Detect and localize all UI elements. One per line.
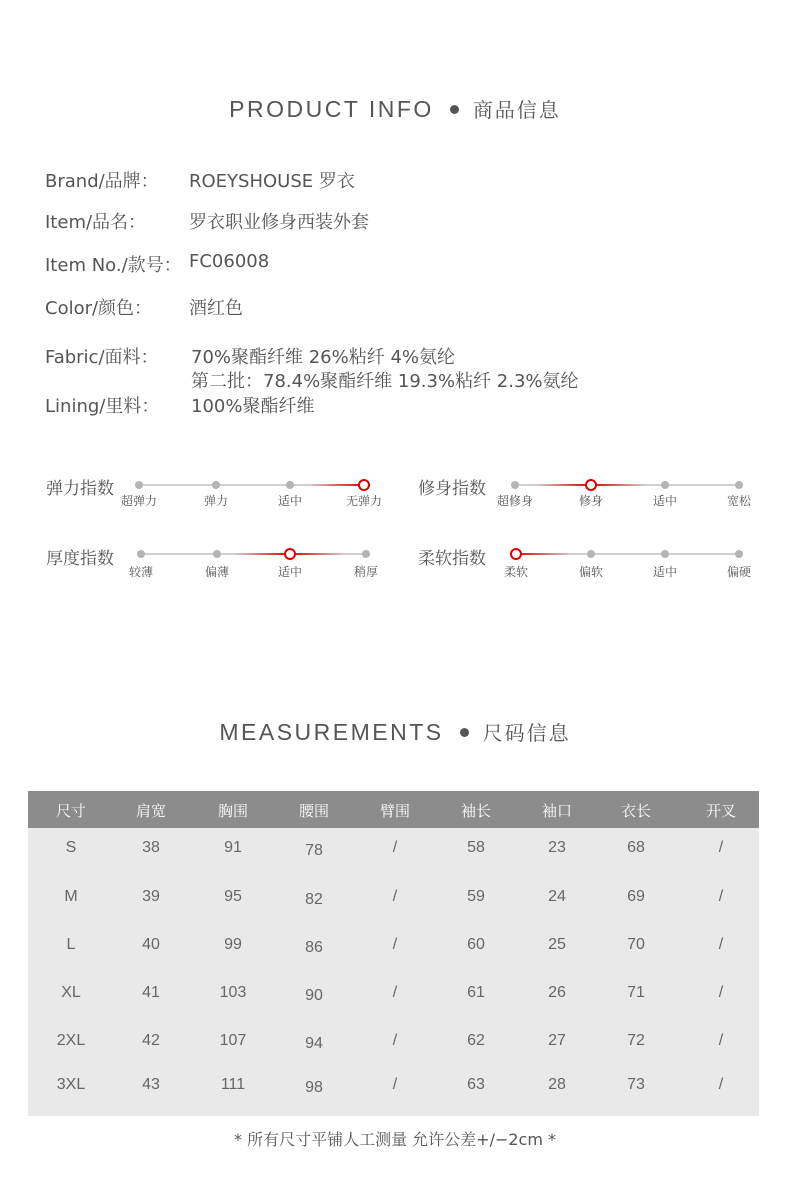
index-title: 厚度指数 [46, 549, 114, 569]
column-header: 臂围 [379, 802, 411, 820]
index-label: 偏薄 [204, 565, 230, 579]
index-label: 弹力 [203, 494, 229, 508]
table-cell: 73 [627, 1076, 645, 1093]
column-header: 开叉 [705, 802, 737, 820]
index-label: 偏硬 [726, 565, 752, 579]
table-cell: 59 [467, 888, 485, 905]
table-cell: 69 [627, 888, 645, 905]
index-label: 宽松 [726, 494, 752, 508]
brand-value: ROEYSHOUSE 罗衣 [189, 171, 355, 192]
table-cell: 111 [220, 1076, 246, 1093]
index-label: 适中 [277, 494, 303, 508]
column-header: 胸围 [217, 802, 249, 820]
table-cell: 98 [305, 1079, 323, 1096]
product-info-heading [0, 94, 790, 123]
color-value: 酒红色 [189, 298, 243, 319]
table-cell: 63 [467, 1076, 485, 1093]
index-label: 超弹力 [120, 494, 158, 508]
brand-label: Brand/品牌： [45, 171, 159, 192]
measurements-heading [0, 717, 790, 746]
table-cell: 43 [142, 1076, 160, 1093]
item-no-value: FC06008 [189, 251, 270, 272]
table-cell: 99 [224, 936, 242, 953]
index-dot [213, 550, 221, 558]
lining-value: 100%聚酯纤维 [191, 396, 315, 417]
heading-en: MEASUREMENTS [219, 719, 444, 745]
table-cell: 61 [467, 984, 485, 1001]
table-cell: 25 [548, 936, 566, 953]
index-label: 超修身 [496, 494, 534, 508]
size-table-header [28, 791, 759, 828]
color-label: Color/颜色： [45, 298, 153, 319]
table-cell: / [718, 984, 724, 1001]
heading-dot [460, 728, 469, 737]
table-cell: 90 [305, 987, 323, 1004]
index-label: 稍厚 [353, 565, 379, 579]
index-label: 偏软 [578, 565, 604, 579]
heading-en: PRODUCT INFO [229, 96, 434, 122]
table-cell: 27 [548, 1032, 566, 1049]
table-cell: 39 [142, 888, 160, 905]
index-dot [362, 550, 370, 558]
table-cell: 41 [142, 984, 160, 1001]
index-selected-dot [510, 548, 522, 560]
table-cell: / [392, 839, 398, 856]
table-cell: 3XL [56, 1076, 86, 1093]
column-header: 袖口 [541, 802, 573, 820]
column-header: 袖长 [460, 802, 492, 820]
table-cell: / [718, 888, 724, 905]
table-cell: 62 [467, 1032, 485, 1049]
index-selected-dot [284, 548, 296, 560]
index-highlight [309, 484, 364, 486]
index-selected-dot [358, 479, 370, 491]
table-cell: 82 [305, 891, 323, 908]
index-dot [135, 481, 143, 489]
index-title: 柔软指数 [418, 549, 486, 569]
table-cell: S [65, 839, 77, 856]
table-cell: / [392, 888, 398, 905]
index-dot [661, 481, 669, 489]
index-label: 较薄 [128, 565, 154, 579]
index-dot [735, 550, 743, 558]
table-cell: M [64, 888, 78, 905]
fabric-value: 70%聚酯纤维 26%粘纤 4%氨纶 [191, 347, 456, 368]
index-label: 适中 [652, 494, 678, 508]
column-header: 尺寸 [55, 802, 87, 820]
measurement-footnote: * 所有尺寸平铺人工测量 允许公差+/−2cm * [233, 1130, 557, 1149]
table-cell: 70 [627, 936, 645, 953]
index-label: 修身 [578, 494, 604, 508]
table-cell: / [392, 1032, 398, 1049]
index-dot [212, 481, 220, 489]
fabric-value-second-batch: 第二批：78.4%聚酯纤维 19.3%粘纤 2.3%氨纶 [191, 371, 579, 392]
table-cell: 23 [548, 839, 566, 856]
table-cell: / [718, 839, 724, 856]
table-cell: / [392, 936, 398, 953]
index-label: 柔软 [503, 565, 529, 579]
table-cell: 94 [305, 1035, 323, 1052]
table-cell: 26 [548, 984, 566, 1001]
table-cell: 103 [219, 984, 247, 1001]
table-cell: 72 [627, 1032, 645, 1049]
index-title: 弹力指数 [46, 479, 114, 499]
index-label: 适中 [277, 565, 303, 579]
size-table [28, 791, 759, 1116]
index-dot [735, 481, 743, 489]
index-dot [137, 550, 145, 558]
table-cell: 2XL [56, 1032, 86, 1049]
index-dot [661, 550, 669, 558]
table-cell: / [392, 984, 398, 1001]
table-cell: 24 [548, 888, 566, 905]
index-selected-dot [585, 479, 597, 491]
table-cell: 95 [224, 888, 242, 905]
table-cell: 71 [627, 984, 645, 1001]
lining-label: Lining/里料： [45, 396, 160, 417]
heading-cn: 商品信息 [472, 98, 561, 122]
heading-cn: 尺码信息 [482, 721, 571, 745]
heading-dot [450, 105, 459, 114]
column-header: 腰围 [298, 802, 330, 820]
column-header: 衣长 [620, 802, 652, 820]
table-cell: / [718, 1032, 724, 1049]
column-header: 肩宽 [135, 802, 167, 820]
table-cell: 107 [219, 1032, 247, 1049]
table-cell: 38 [142, 839, 160, 856]
table-cell: 42 [142, 1032, 160, 1049]
item-no-label: Item No./款号： [45, 255, 182, 276]
fabric-label: Fabric/面料： [45, 347, 159, 368]
table-cell: 86 [305, 939, 323, 956]
index-dot [511, 481, 519, 489]
table-cell: 60 [467, 936, 485, 953]
index-label: 适中 [652, 565, 678, 579]
table-cell: / [718, 936, 724, 953]
table-cell: / [718, 1076, 724, 1093]
table-cell: 91 [224, 839, 242, 856]
index-label: 无弹力 [345, 494, 383, 508]
index-dot [286, 481, 294, 489]
table-cell: 28 [548, 1076, 566, 1093]
table-cell: L [66, 936, 76, 953]
item-label: Item/品名： [45, 212, 147, 233]
table-cell: / [392, 1076, 398, 1093]
table-cell: 58 [467, 839, 485, 856]
item-value: 罗衣职业修身西装外套 [189, 212, 369, 233]
table-cell: XL [61, 984, 81, 1001]
index-dot [587, 550, 595, 558]
table-cell: 68 [627, 839, 645, 856]
index-title: 修身指数 [418, 479, 486, 499]
table-cell: 40 [142, 936, 160, 953]
index-highlight [516, 553, 571, 555]
table-cell: 78 [305, 842, 323, 859]
